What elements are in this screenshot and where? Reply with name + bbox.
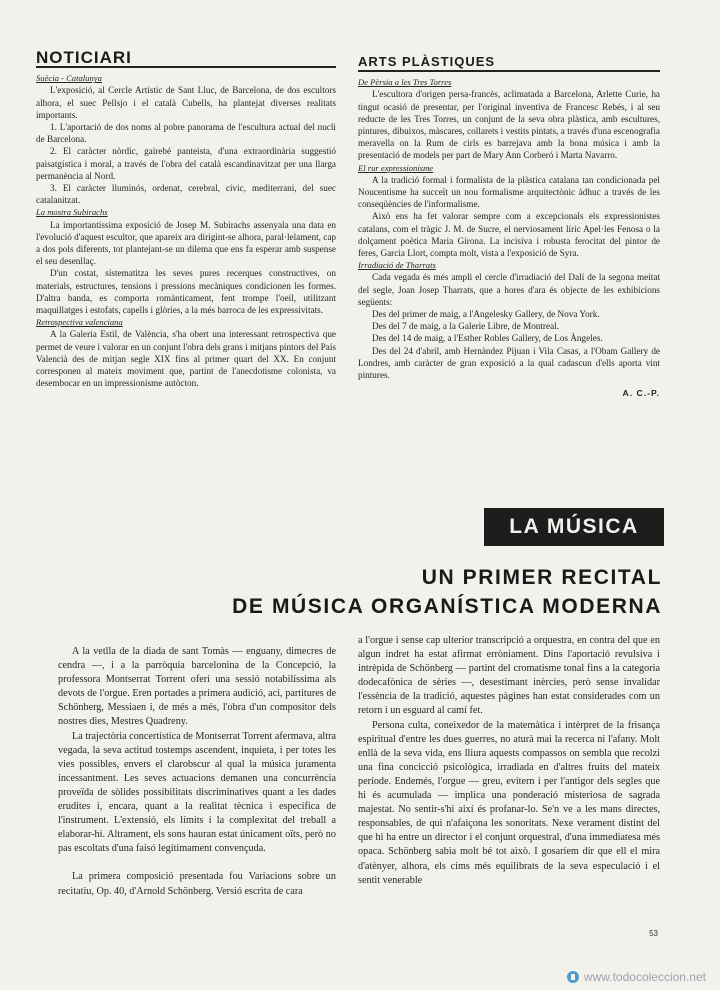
author-signature: A. C.-P.: [622, 388, 660, 399]
arts-heading: ARTS PLÀSTIQUES: [358, 52, 660, 72]
watermark: [567, 970, 706, 984]
article-right-column: [358, 634, 660, 888]
paragraph: A la tradició formal i formalista de la plàstica catalana tan condicionada pel Noucentisme ha succeït un nou formalisme arquitectònic àdhuc a través de les conseqüències de l'informalisme.: [358, 174, 660, 210]
paragraph: a l'orgue i sense cap ulterior transcripció a orquestra, en contra del que en algun indret ha estat afirmat erròniament. Dins l'aportació revulsiva i intrèpida de Schönberg — partint del cromatisme tonal fins a la categoria dodecafònica de sèries —, desestimant inèrcies, però sense invalidar l'essència de la tradició, aquestes pàgines han estat considerades com un retorn i un esguard al camí fet.: [358, 635, 660, 717]
paragraph: A la Galeria Estil, de València, s'ha obert una interessant retrospectiva que permet de veure i valorar en un conjunt l'obra dels grans i mitjans pintors del País Valencià des de mitjan segle XIX fins al primer quart del XX. En conjunt corresponen al mateix moviment que, partint de l'anecdotisme colonista, va desembocar en un impressionisme autòcton.: [36, 329, 336, 389]
paragraph: 3. El caràcter lluminós, ordenat, cerebral, cívic, mediterrani, del suec catalanitzat.: [36, 183, 336, 206]
arts-column: [358, 52, 660, 399]
section-title: El rur expressionisme: [358, 162, 434, 173]
paragraph: Això ens ha fet valorar sempre com a excepcionals els expressionistes catalans, com el tràgic J. M. de Sucre, el nerviosament líric Apel·les Fenosa o la dolçament poètica Maria Girona. La incisiva i robusta ferocitat del pintor de feres, Garcia Llort, compta molt, vista a l'exposició de Syra.: [358, 211, 660, 259]
paragraph: 2. El caràcter nòrdic, gairebé panteista, d'una extraordinària suggestió paisatgística i moral, a través de l'obra del català escandinavitzat per una llarga permanència al Nord.: [36, 146, 336, 181]
paragraph: Des del 24 d'abril, amb Hernàndez Pijuan i Vila Casas, a l'Obam Gallery de Londres, amb caràcter de gran exposició a la qual cadascun d'ells aporta vint pintures.: [358, 345, 660, 381]
paragraph: A la vetlla de la diada de sant Tomàs — enguany, dimecres de cendra —, i a la parròquia barcelonina de la Concepció, la professora Montserrat Torrent oferí una sessió notabilíssima als devots de l'orgue. Eren portades a primera audició, aci, partitures de Schönberg, Messiaen i, de més a més, l'obra d'un compositor dels nostres dies, Mestres Quadreny.: [58, 646, 336, 728]
paragraph: La trajectòria concertística de Montserrat Torrent afermava, altra vegada, la seva actitud tostemps ascendent, inquieta, i per totes les vies possibles, envers el clarobscur al qual la música juramenta incessantment. Les seves actuacions demanen una concurrència proveïda de sòlides possibilitats discriminatives quant a les dades erudites i, encara, quant a la realitat tècnica i específica de l'instrument. L'extensió, els límits i la complexitat del treball a elaborar-hi. Altrament, els sons hauran estat únicament oïts, però no pas escoltats d'una faisó legítimament convençuda.: [58, 730, 336, 855]
page-number: 53: [649, 929, 658, 938]
section-title: De Pèrsia a les Tres Torres: [358, 77, 452, 88]
article-title-line-1: UN PRIMER RECITAL: [421, 566, 662, 589]
todocoleccion-logo-icon: [567, 971, 579, 983]
paragraph: Cada vegada és més ampli el cercle d'irradiació del Dalí de la segona meitat del segle, Joan Josep Tharrats, que a hores d'ara és objecte de les exhibicions següents:: [358, 272, 660, 307]
article-left-column: [58, 645, 336, 899]
noticiari-column: [36, 48, 336, 389]
paragraph: La importantíssima exposició de Josep M. Subirachs assenyala una data en l'evolució d'aquest escultor, que apareix ara dirigint-se alhora, paral·lelament, cap a dos pols diferents, tot plantejant-se un dilema que ens fa esperar amb suspense el seu desenllaç.: [36, 219, 336, 267]
paragraph: Des del primer de maig, a l'Angelesky Gallery, de Nova York.: [372, 309, 600, 320]
paragraph: L'exposició, al Cercle Artístic de Sant Lluc, de Barcelona, de dos escultors alhora, el suec Pellsjo i el català Cubells, ha plantejat diverses realitats importants.: [36, 85, 336, 120]
section-title: Irradiació de Tharrats: [358, 260, 436, 271]
section-title: La mostra Subirachs: [36, 207, 108, 218]
la-musica-banner: LA MÚSICA: [484, 508, 664, 546]
paragraph: Persona culta, coneixedor de la matemàtica i intèrpret de la frisança espiritual d'entre les dues guerres, no aturà mai la recerca ni l'afany. Molt enllà de la seva vida, ens lliura aquests compassos on sembla que recolzi una fina concicció psicològica, irradiada en d'altres fruits del mateix període. Endemés, l'orgue — greu, evitern i per l'antigor dels segles que hi és acumulada — implica una ponderació misteriosa de sagrada majestat. No sentir-s'hi així és profanar-lo. Se'n ve a les mans directes, responsables, de qui n'afaiçona les sonoritats. Nexe verament distint del que hi ha entre un director i el conjunt orquestral, d'una immediatesa més opaca. Schönberg sabia molt bé tot això. I gosaríem dir que ell el mira d'atènyer, alhora, els cims més equilibrats de la seva especulació i el sentit venerable: [358, 719, 660, 886]
noticiari-heading: NOTICIARI: [36, 52, 336, 68]
watermark-text: www.todocoleccion.net: [583, 970, 706, 984]
article-title-line-2: DE MÚSICA ORGANÍSTICA MODERNA: [232, 595, 662, 618]
paragraph: D'un costat, sistematitza les seves pures recerques constructives, on materials, estructures, tensions i pressions mecàniques condicionen les formes. D'altra banda, es comporta romànticament, fent trompe l'oeil, utilitzant maquillatges i estofats, capells i glòries, a la més barroca de les expressivitats.: [36, 268, 336, 316]
paragraph: Des del 7 de maig, a la Galerie Libre, de Montreal.: [372, 321, 559, 332]
paragraph: L'escultora d'origen persa-francès, aclimatada a Barcelona, Arlette Curie, ha tingut ocasió de presentar, per l'original inventiva de Francesc Rebés, i al seu reducte de les Tres Torres, un conjunt de la seva obra plàstica, amb escultures, pintures, dibuixos, màscares, collarets i vestits pintats, a través d'una escenografia meravella on la Rum de cirls es barrejava amb la bona música i amb la presentació de models per part de Mary Ann Corberó i Marta Navarro.: [358, 89, 660, 161]
section-title: Retrospectiva valenciana: [36, 317, 123, 328]
paragraph: Des del 14 de maig, a l'Esther Robles Gallery, de Los Àngeles.: [372, 333, 603, 344]
section-title: Suècia - Catalunya: [36, 73, 102, 84]
paragraph: 1. L'aportació de dos noms al pobre panorama de l'escultura actual del nucli de Barcelona.: [36, 122, 336, 145]
paragraph: La primera composició presentada fou Variacions sobre un recitatiu, Op. 40, d'Arnold Schönberg. Versió escrita de cara: [58, 871, 336, 897]
